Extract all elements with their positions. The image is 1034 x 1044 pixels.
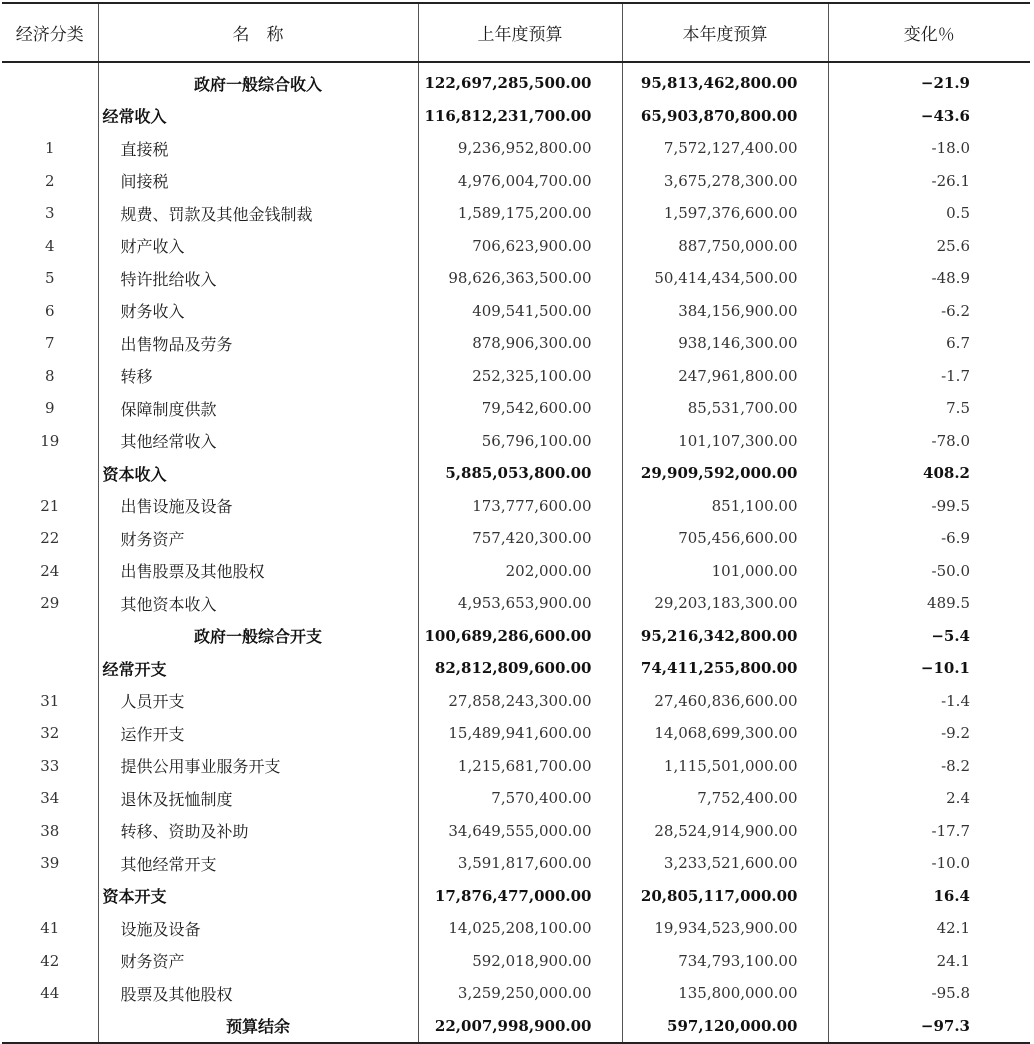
table-row [2, 262, 1030, 295]
row-prev-budget: 34,649,555,000.00 [418, 815, 622, 848]
row-curr-budget: 734,793,100.00 [622, 945, 828, 978]
row-prev-budget: 27,858,243,300.00 [418, 685, 622, 718]
table-total-row [2, 62, 1030, 100]
row-change: -17.7 [828, 815, 1030, 848]
row-curr-budget: 29,909,592,000.00 [622, 457, 828, 490]
row-prev-budget: 1,589,175,200.00 [418, 197, 622, 230]
table-total-row [2, 620, 1030, 653]
table-row [2, 132, 1030, 165]
row-name: 财务资产 [98, 945, 418, 978]
row-name: 特许批给收入 [98, 262, 418, 295]
row-code: 44 [40, 984, 60, 1003]
table-row [2, 165, 1030, 198]
table-body [2, 62, 1030, 1043]
row-change: −97.3 [828, 1010, 1030, 1044]
row-name: 政府一般综合开支 [98, 620, 418, 653]
row-name: 政府一般综合收入 [98, 62, 418, 100]
row-curr-budget: 3,233,521,600.00 [622, 847, 828, 880]
row-name: 经常收入 [98, 100, 418, 133]
row-change: -26.1 [828, 165, 1030, 198]
row-prev-budget: 252,325,100.00 [418, 360, 622, 393]
header-prev-budget: 上年度预算 [418, 3, 622, 62]
row-change: 16.4 [828, 880, 1030, 913]
row-change: -10.0 [828, 847, 1030, 880]
row-code: 21 [40, 496, 60, 515]
table-subtotal-row [2, 652, 1030, 685]
row-name: 预算结余 [98, 1010, 418, 1044]
row-code: 33 [40, 756, 60, 775]
row-name: 财务资产 [98, 522, 418, 555]
row-curr-budget: 7,752,400.00 [622, 782, 828, 815]
row-code: 8 [44, 366, 55, 385]
row-change: -6.2 [828, 295, 1030, 328]
row-name: 保障制度供款 [98, 392, 418, 425]
row-code: 5 [44, 269, 55, 288]
row-change: −5.4 [828, 620, 1030, 653]
row-change: 6.7 [828, 327, 1030, 360]
row-name: 间接税 [98, 165, 418, 198]
row-code: 34 [40, 789, 60, 808]
row-code [2, 1010, 98, 1044]
row-prev-budget: 409,541,500.00 [418, 295, 622, 328]
row-code [2, 652, 98, 685]
row-curr-budget: 135,800,000.00 [622, 977, 828, 1010]
row-change: -9.2 [828, 717, 1030, 750]
row-prev-budget: 5,885,053,800.00 [418, 457, 622, 490]
row-code: 31 [40, 691, 60, 710]
row-change: -78.0 [828, 425, 1030, 458]
row-name: 退休及抚恤制度 [98, 782, 418, 815]
row-change: -50.0 [828, 555, 1030, 588]
row-curr-budget: 247,961,800.00 [622, 360, 828, 393]
table-row [2, 555, 1030, 588]
row-prev-budget: 98,626,363,500.00 [418, 262, 622, 295]
row-code [2, 620, 98, 653]
row-curr-budget: 50,414,434,500.00 [622, 262, 828, 295]
budget-table [2, 2, 1030, 1044]
row-code: 32 [40, 724, 60, 743]
row-prev-budget: 7,570,400.00 [418, 782, 622, 815]
table-row [2, 717, 1030, 750]
row-change: 2.4 [828, 782, 1030, 815]
row-prev-budget: 56,796,100.00 [418, 425, 622, 458]
row-name: 人员开支 [98, 685, 418, 718]
row-name: 资本收入 [98, 457, 418, 490]
row-code: 22 [40, 529, 60, 548]
row-prev-budget: 79,542,600.00 [418, 392, 622, 425]
row-prev-budget: 17,876,477,000.00 [418, 880, 622, 913]
row-code [2, 100, 98, 133]
table-row [2, 392, 1030, 425]
row-prev-budget: 82,812,809,600.00 [418, 652, 622, 685]
row-curr-budget: 28,524,914,900.00 [622, 815, 828, 848]
row-curr-budget: 851,100.00 [622, 490, 828, 523]
row-prev-budget: 15,489,941,600.00 [418, 717, 622, 750]
row-code: 41 [40, 919, 60, 938]
header-code: 经济分类 [2, 3, 98, 62]
row-name: 规费、罚款及其他金钱制裁 [98, 197, 418, 230]
row-change: 24.1 [828, 945, 1030, 978]
row-curr-budget: 101,107,300.00 [622, 425, 828, 458]
row-prev-budget: 116,812,231,700.00 [418, 100, 622, 133]
table-row [2, 847, 1030, 880]
row-change: -1.4 [828, 685, 1030, 718]
row-prev-budget: 14,025,208,100.00 [418, 912, 622, 945]
table-row [2, 685, 1030, 718]
row-name: 资本开支 [98, 880, 418, 913]
row-change: -6.9 [828, 522, 1030, 555]
table-row [2, 977, 1030, 1010]
row-code: 2 [44, 171, 55, 190]
row-change: 42.1 [828, 912, 1030, 945]
row-change: -18.0 [828, 132, 1030, 165]
row-code: 19 [40, 431, 60, 450]
row-prev-budget: 173,777,600.00 [418, 490, 622, 523]
row-prev-budget: 3,259,250,000.00 [418, 977, 622, 1010]
row-change: -95.8 [828, 977, 1030, 1010]
row-change: −10.1 [828, 652, 1030, 685]
row-code: 4 [44, 236, 55, 255]
row-curr-budget: 7,572,127,400.00 [622, 132, 828, 165]
row-prev-budget: 202,000.00 [418, 555, 622, 588]
row-curr-budget: 95,216,342,800.00 [622, 620, 828, 653]
table-header [2, 3, 1030, 62]
row-code [2, 62, 98, 100]
row-curr-budget: 85,531,700.00 [622, 392, 828, 425]
row-name: 转移 [98, 360, 418, 393]
row-name: 财产收入 [98, 230, 418, 263]
table-row [2, 327, 1030, 360]
row-change: -8.2 [828, 750, 1030, 783]
row-name: 出售设施及设备 [98, 490, 418, 523]
row-prev-budget: 757,420,300.00 [418, 522, 622, 555]
row-name: 其他经常收入 [98, 425, 418, 458]
row-code: 6 [44, 301, 55, 320]
table-row [2, 490, 1030, 523]
row-prev-budget: 4,953,653,900.00 [418, 587, 622, 620]
row-change: −43.6 [828, 100, 1030, 133]
row-code [2, 457, 98, 490]
row-prev-budget: 1,215,681,700.00 [418, 750, 622, 783]
row-name: 出售股票及其他股权 [98, 555, 418, 588]
row-code: 3 [44, 204, 55, 223]
row-code [2, 880, 98, 913]
table-subtotal-row [2, 457, 1030, 490]
table-row [2, 587, 1030, 620]
row-curr-budget: 14,068,699,300.00 [622, 717, 828, 750]
row-curr-budget: 101,000.00 [622, 555, 828, 588]
row-curr-budget: 65,903,870,800.00 [622, 100, 828, 133]
row-code: 24 [40, 561, 60, 580]
row-curr-budget: 705,456,600.00 [622, 522, 828, 555]
row-change: 25.6 [828, 230, 1030, 263]
table-row [2, 750, 1030, 783]
row-curr-budget: 597,120,000.00 [622, 1010, 828, 1044]
table-total-row [2, 1010, 1030, 1044]
row-prev-budget: 122,697,285,500.00 [418, 62, 622, 100]
table-row [2, 945, 1030, 978]
row-name: 其他资本收入 [98, 587, 418, 620]
row-code: 38 [40, 821, 60, 840]
row-code: 1 [44, 139, 55, 158]
budget-table-container [2, 2, 1030, 1044]
row-prev-budget: 100,689,286,600.00 [418, 620, 622, 653]
row-code: 9 [44, 399, 55, 418]
row-prev-budget: 878,906,300.00 [418, 327, 622, 360]
row-change: -99.5 [828, 490, 1030, 523]
row-change: -48.9 [828, 262, 1030, 295]
row-prev-budget: 9,236,952,800.00 [418, 132, 622, 165]
row-name: 财务收入 [98, 295, 418, 328]
row-curr-budget: 1,597,376,600.00 [622, 197, 828, 230]
row-prev-budget: 3,591,817,600.00 [418, 847, 622, 880]
row-change: −21.9 [828, 62, 1030, 100]
row-curr-budget: 27,460,836,600.00 [622, 685, 828, 718]
row-curr-budget: 95,813,462,800.00 [622, 62, 828, 100]
row-curr-budget: 20,805,117,000.00 [622, 880, 828, 913]
table-subtotal-row [2, 100, 1030, 133]
row-curr-budget: 384,156,900.00 [622, 295, 828, 328]
header-name: 名 称 [98, 3, 418, 62]
row-name: 股票及其他股权 [98, 977, 418, 1010]
row-prev-budget: 706,623,900.00 [418, 230, 622, 263]
row-name: 直接税 [98, 132, 418, 165]
table-row [2, 425, 1030, 458]
row-curr-budget: 938,146,300.00 [622, 327, 828, 360]
row-change: 489.5 [828, 587, 1030, 620]
row-code: 39 [40, 854, 60, 873]
row-curr-budget: 3,675,278,300.00 [622, 165, 828, 198]
row-curr-budget: 887,750,000.00 [622, 230, 828, 263]
row-change: 0.5 [828, 197, 1030, 230]
row-name: 经常开支 [98, 652, 418, 685]
header-change: 变化％ [828, 3, 1030, 62]
row-prev-budget: 4,976,004,700.00 [418, 165, 622, 198]
table-row [2, 197, 1030, 230]
row-name: 设施及设备 [98, 912, 418, 945]
row-code: 7 [44, 334, 55, 353]
row-change: 408.2 [828, 457, 1030, 490]
table-row [2, 782, 1030, 815]
table-row [2, 360, 1030, 393]
row-code: 42 [40, 951, 60, 970]
table-row [2, 522, 1030, 555]
row-change: -1.7 [828, 360, 1030, 393]
row-name: 运作开支 [98, 717, 418, 750]
row-code: 29 [40, 594, 60, 613]
table-row [2, 230, 1030, 263]
table-row [2, 295, 1030, 328]
table-row [2, 815, 1030, 848]
row-name: 出售物品及劳务 [98, 327, 418, 360]
row-prev-budget: 22,007,998,900.00 [418, 1010, 622, 1044]
row-curr-budget: 74,411,255,800.00 [622, 652, 828, 685]
table-row [2, 912, 1030, 945]
table-subtotal-row [2, 880, 1030, 913]
row-curr-budget: 29,203,183,300.00 [622, 587, 828, 620]
row-name: 其他经常开支 [98, 847, 418, 880]
row-curr-budget: 19,934,523,900.00 [622, 912, 828, 945]
row-name: 提供公用事业服务开支 [98, 750, 418, 783]
row-change: 7.5 [828, 392, 1030, 425]
row-name: 转移、资助及补助 [98, 815, 418, 848]
header-row [2, 3, 1030, 62]
row-curr-budget: 1,115,501,000.00 [622, 750, 828, 783]
header-curr-budget: 本年度预算 [622, 3, 828, 62]
row-prev-budget: 592,018,900.00 [418, 945, 622, 978]
